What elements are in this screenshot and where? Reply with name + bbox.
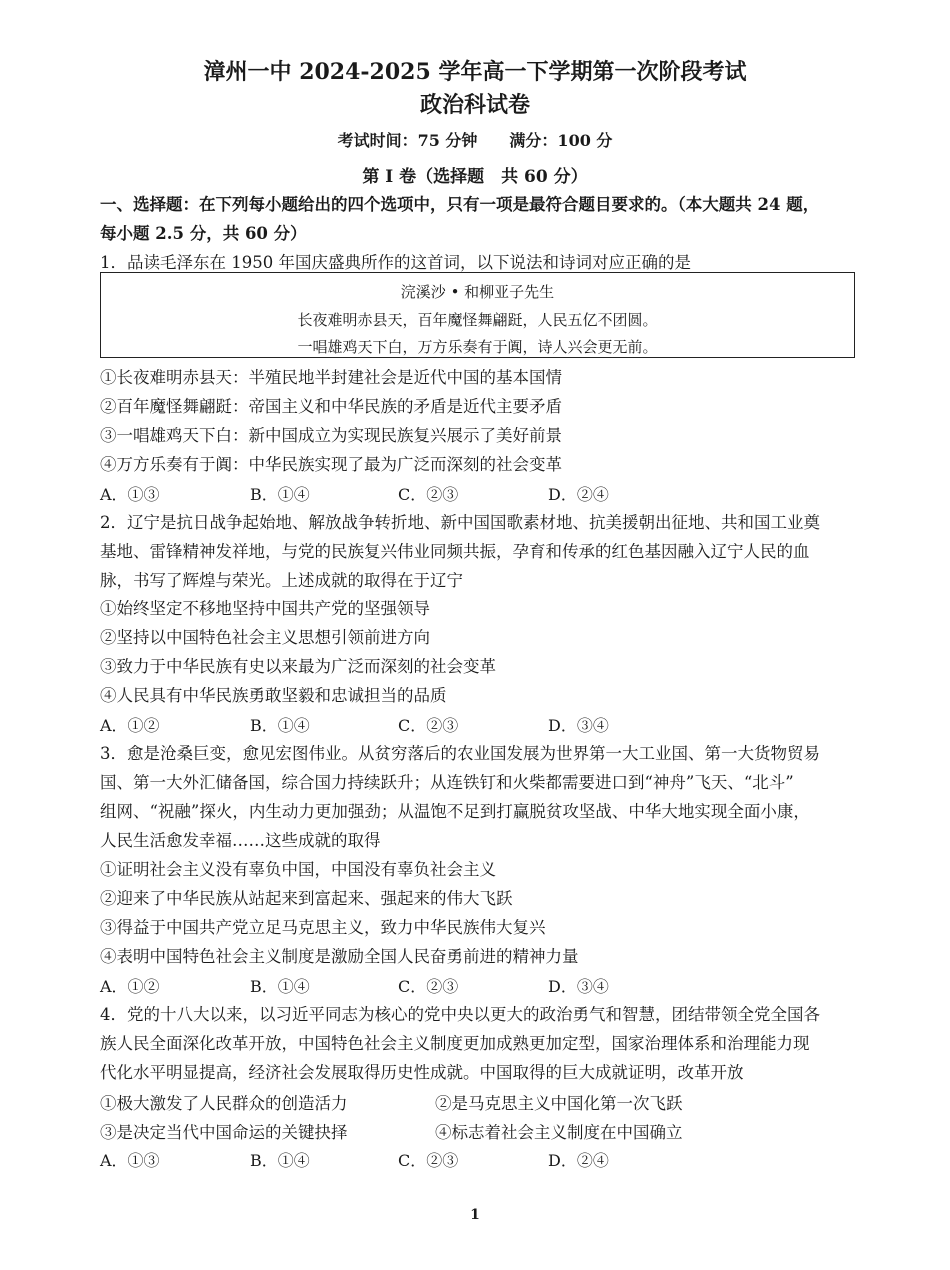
- question-2-stem: 基地、雷锋精神发祥地，与党的民族复兴伟业同频共振，孕育和传承的红色基因融入辽宁人民的血: [100, 542, 810, 561]
- question-2-item: ③致力于中华民族有史以来最为广泛而深刻的社会变革: [100, 657, 496, 676]
- question-1-stem: 1．品读毛泽东在 1950 年国庆盛典所作的这首词，以下说法和诗词对应正确的是: [100, 253, 691, 272]
- question-4-options: [100, 1148, 700, 1172]
- page-number: 1: [470, 1207, 480, 1223]
- option-d: D．③④: [548, 977, 609, 996]
- option-c: C．②③: [398, 485, 459, 504]
- question-1-options: [100, 482, 700, 506]
- question-4-item-row: [100, 1119, 860, 1143]
- question-3-item: ②迎来了中华民族从站起来到富起来、强起来的伟大飞跃: [100, 889, 513, 908]
- question-4-item: ③是决定当代中国命运的关键抉择: [100, 1123, 348, 1142]
- question-3-item: ③得益于中国共产党立足马克思主义，致力中华民族伟大复兴: [100, 918, 546, 937]
- question-2-stem: 脉，书写了辉煌与荣光。上述成就的取得在于辽宁: [100, 571, 463, 590]
- question-2-item: ①始终坚定不移地坚持中国共产党的坚强领导: [100, 599, 430, 618]
- question-3-stem: 3．愈是沧桑巨变，愈见宏图伟业。从贫穷落后的农业国发展为世界第一大工业国、第一大货物贸易: [100, 744, 820, 763]
- option-a: A．①②: [100, 977, 160, 996]
- option-b: B．①④: [250, 485, 310, 504]
- question-4-item: ④标志着社会主义制度在中国确立: [435, 1123, 683, 1142]
- question-3-item: ①证明社会主义没有辜负中国，中国没有辜负社会主义: [100, 860, 496, 879]
- option-d: D．②④: [548, 1151, 609, 1170]
- option-b: B．①④: [250, 716, 310, 735]
- question-4-item-row: [100, 1090, 860, 1114]
- question-1-item: ③一唱雄鸡天下白：新中国成立为实现民族复兴展示了美好前景: [100, 426, 562, 445]
- question-4-item: ②是马克思主义中国化第一次飞跃: [435, 1094, 683, 1113]
- question-1-item: ②百年魔怪舞翩跹：帝国主义和中华民族的矛盾是近代主要矛盾: [100, 397, 562, 416]
- section-instruction: 一、选择题：在下列每小题给出的四个选项中，只有一项是最符合题目要求的。（本大题共 24 题，: [100, 195, 820, 214]
- question-4-stem: 4．党的十八大以来，以习近平同志为核心的党中央以更大的政治勇气和智慧，团结带领全党全国各: [100, 1005, 820, 1024]
- question-3-stem: 组网、“祝融”探火，内生动力更加强劲；从温饱不足到打赢脱贫攻坚战、中华大地实现全面小康，: [100, 802, 810, 821]
- exam-info: 考试时间：75 分钟 满分：100 分: [337, 131, 613, 150]
- poem-title: 浣溪沙 • 和柳亚子先生: [400, 283, 555, 301]
- poem-line: 一唱雄鸡天下白，万方乐奏有于阗，诗人兴会更无前。: [297, 338, 658, 356]
- poem-line: 长夜难明赤县天，百年魔怪舞翩跹，人民五亿不团圆。: [297, 311, 658, 329]
- question-2-options: [100, 713, 700, 737]
- question-4-stem: 族人民全面深化改革开放，中国特色社会主义制度更加成熟更加定型，国家治理体系和治理能力现: [100, 1034, 810, 1053]
- question-2-item: ②坚持以中国特色社会主义思想引领前进方向: [100, 628, 430, 647]
- question-4-item: ①极大激发了人民群众的创造活力: [100, 1094, 348, 1113]
- part-title: 第 I 卷（选择题 共 60 分）: [362, 167, 588, 187]
- question-3-stem: 国、第一大外汇储备国，综合国力持续跃升；从连铁钉和火柴都需要进口到“神舟”飞天、“北斗”: [100, 773, 794, 792]
- question-2-stem: 2．辽宁是抗日战争起始地、解放战争转折地、新中国国歌素材地、抗美援朝出征地、共和国工业奠: [100, 513, 820, 532]
- question-1-item: ①长夜难明赤县天：半殖民地半封建社会是近代中国的基本国情: [100, 368, 562, 387]
- option-a: A．①②: [100, 716, 160, 735]
- option-c: C．②③: [398, 1151, 459, 1170]
- section-instruction-cont: 每小题 2.5 分，共 60 分）: [100, 224, 307, 243]
- option-c: C．②③: [398, 977, 459, 996]
- option-c: C．②③: [398, 716, 459, 735]
- question-3-options: [100, 974, 700, 998]
- option-a: A．①③: [100, 485, 160, 504]
- question-2-item: ④人民具有中华民族勇敢坚毅和忠诚担当的品质: [100, 686, 447, 705]
- exam-title: 漳州一中 2024-2025 学年高一下学期第一次阶段考试: [203, 59, 747, 85]
- question-1-item: ④万方乐奏有于阗：中华民族实现了最为广泛而深刻的社会变革: [100, 455, 562, 474]
- exam-subtitle: 政治科试卷: [419, 92, 530, 118]
- poem-box: [100, 272, 855, 358]
- question-3-item: ④表明中国特色社会主义制度是激励全国人民奋勇前进的精神力量: [100, 947, 579, 966]
- option-d: D．③④: [548, 716, 609, 735]
- option-a: A．①③: [100, 1151, 160, 1170]
- option-d: D．②④: [548, 485, 609, 504]
- option-b: B．①④: [250, 1151, 310, 1170]
- question-4-stem: 代化水平明显提高，经济社会发展取得历史性成就。中国取得的巨大成就证明，改革开放: [100, 1063, 744, 1082]
- option-b: B．①④: [250, 977, 310, 996]
- question-3-stem: 人民生活愈发幸福……这些成就的取得: [100, 831, 381, 850]
